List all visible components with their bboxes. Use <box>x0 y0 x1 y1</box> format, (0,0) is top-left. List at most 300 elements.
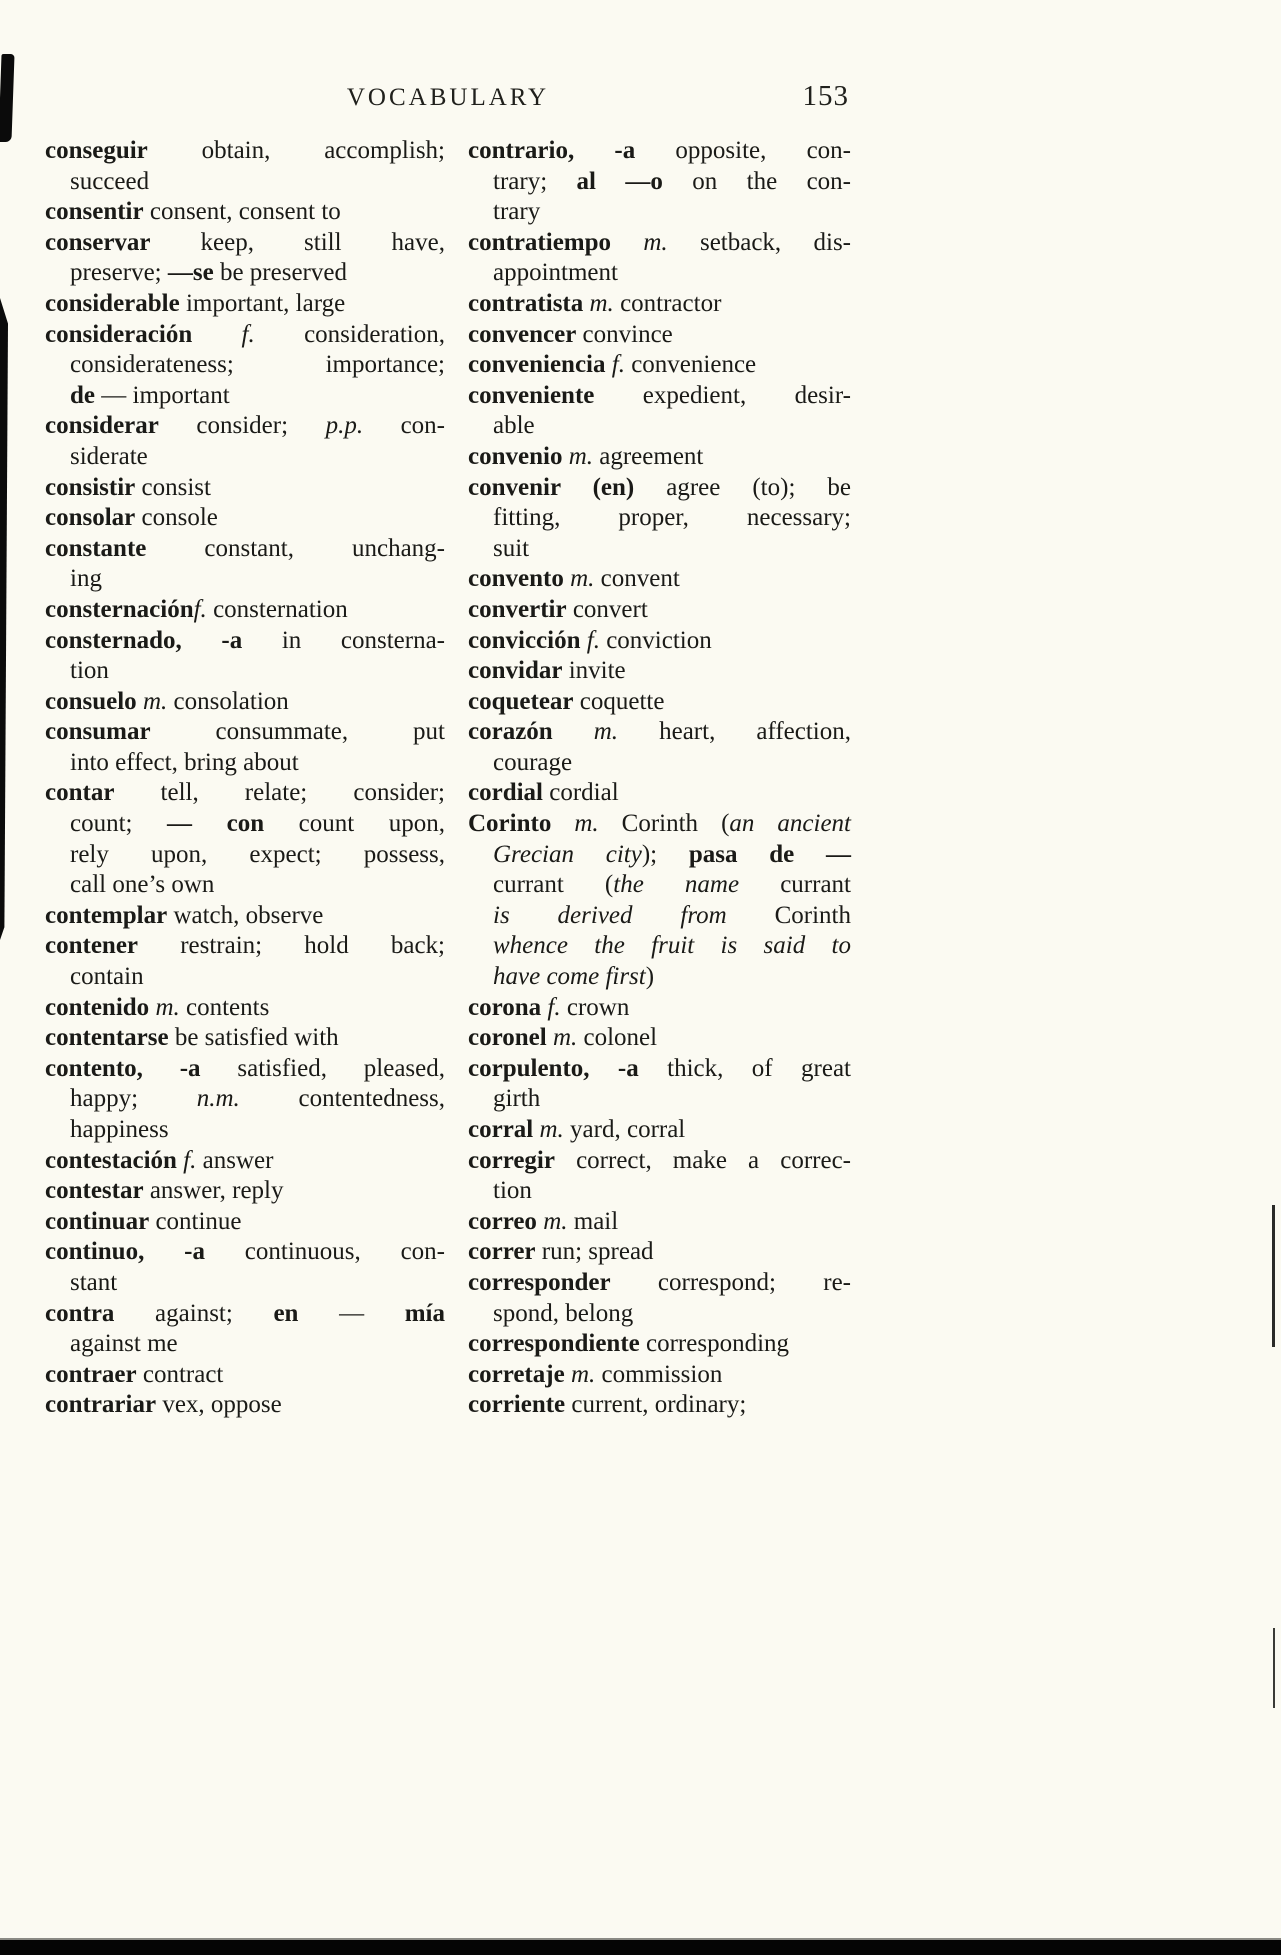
dictionary-entry <box>45 1237 445 1298</box>
definition-text: heart, affection, <box>618 718 851 746</box>
page-header <box>45 78 851 136</box>
entry-line <box>468 778 851 809</box>
dictionary-entry <box>45 687 445 718</box>
dictionary-entry <box>468 228 851 289</box>
definition-text: in consterna- <box>242 626 445 654</box>
definition-text: tell, relate; consider; <box>114 779 445 807</box>
definition-text: count; <box>70 810 168 838</box>
entry-line <box>468 1115 851 1146</box>
definition-text: — important <box>95 381 230 409</box>
dictionary-entry <box>45 595 445 626</box>
definition-text: expedient, desir- <box>594 381 851 409</box>
entry-line <box>468 473 851 504</box>
headword: corona <box>468 993 542 1021</box>
definition-text: currant ( <box>493 871 614 899</box>
definition-text: count upon, <box>264 810 446 838</box>
headword: convenio <box>468 442 563 470</box>
dictionary-entry <box>468 1023 851 1054</box>
dictionary-entry <box>468 1054 851 1115</box>
grammar-label: n.m. <box>196 1085 240 1113</box>
headword: contrariar <box>45 1391 157 1419</box>
headword: contento, -a <box>45 1054 201 1082</box>
dictionary-entry <box>468 595 851 626</box>
dictionary-entry <box>45 1390 445 1421</box>
headword: conservar <box>45 228 151 256</box>
dictionary-entry <box>468 289 851 320</box>
entry-line <box>468 1360 851 1391</box>
entry-line <box>468 626 851 657</box>
definition-text: mail <box>567 1207 619 1235</box>
entry-line <box>45 687 445 718</box>
entry-line <box>45 1268 445 1299</box>
entry-line <box>468 564 851 595</box>
entry-line <box>45 656 445 687</box>
entry-line <box>45 136 445 167</box>
headword: contenido <box>45 993 150 1021</box>
entry-line <box>468 993 851 1024</box>
definition-text: tion <box>493 1177 532 1205</box>
definition-text: constant, unchang- <box>146 534 445 562</box>
dictionary-entry <box>468 564 851 595</box>
definition-text: contractor <box>613 289 722 317</box>
definition-text: spond, belong <box>493 1299 634 1327</box>
headword: consternado, -a <box>45 626 243 654</box>
entry-line <box>45 503 445 534</box>
definition-text: contents <box>179 993 270 1021</box>
definition-text: answer, reply <box>143 1177 284 1205</box>
headword: consistir <box>45 473 136 501</box>
entry-line <box>468 717 851 748</box>
definition-text: satisfied, pleased, <box>200 1054 445 1082</box>
entry-line <box>45 289 445 320</box>
definition-text: siderate <box>70 442 148 470</box>
entry-line <box>468 870 851 901</box>
definition-text: console <box>135 504 218 532</box>
scan-artifact-top-left-mark <box>0 54 15 142</box>
dictionary-entry <box>45 197 445 228</box>
entry-line <box>468 1329 851 1360</box>
headword: conveniencia <box>468 351 606 379</box>
definition-text: continuous, con- <box>204 1238 446 1266</box>
definition-text: convert <box>566 595 648 623</box>
dictionary-entry <box>45 503 445 534</box>
entry-line <box>45 840 445 871</box>
entry-line <box>468 167 851 198</box>
entry-line <box>45 1360 445 1391</box>
entry-line <box>468 687 851 718</box>
headword: convicción <box>468 626 581 654</box>
headword: en <box>273 1299 299 1327</box>
dictionary-entry <box>45 534 445 595</box>
definition-text: ); <box>641 840 689 868</box>
definition-text <box>553 718 594 745</box>
scan-artifact-bottom-bar <box>0 1940 1281 1955</box>
definition-text <box>611 229 643 256</box>
grammar-label: the name <box>613 871 740 899</box>
entry-line <box>45 350 445 381</box>
definition-text: answer <box>196 1146 274 1174</box>
dictionary-entry <box>468 993 851 1024</box>
definition-text: able <box>493 412 535 440</box>
grammar-label: an ancient <box>729 810 852 838</box>
dictionary-entry <box>45 901 445 932</box>
entry-line <box>468 503 851 534</box>
grammar-label: m. <box>552 1024 578 1052</box>
entry-line <box>468 197 851 228</box>
definition-text: continue <box>149 1207 242 1235</box>
definition-text: consternation <box>206 595 348 623</box>
dictionary-entry <box>468 473 851 565</box>
headword: de <box>70 381 95 409</box>
entry-line <box>45 1299 445 1330</box>
headword: considerar <box>45 412 159 440</box>
definition-text: consent, consent to <box>143 198 341 226</box>
headword: contraer <box>45 1360 137 1388</box>
entry-line <box>468 1268 851 1299</box>
entry-line <box>45 870 445 901</box>
dictionary-entry <box>45 778 445 900</box>
grammar-label: Grecian city <box>493 840 642 868</box>
entry-line <box>45 993 445 1024</box>
dictionary-entry <box>468 350 851 381</box>
definition-text: agree (to); be <box>634 473 851 501</box>
entry-line <box>468 656 851 687</box>
entry-line <box>468 258 851 289</box>
entry-line <box>468 1023 851 1054</box>
entry-line <box>45 1054 445 1085</box>
definition-text: cordial <box>543 779 619 807</box>
definition-text: trary <box>493 198 541 226</box>
headword: convenir (en) <box>468 473 635 501</box>
headword: continuo, -a <box>45 1238 205 1266</box>
headword: contestar <box>45 1177 144 1205</box>
definition-text <box>551 810 574 837</box>
grammar-label: whence the fruit is said to <box>493 932 851 960</box>
grammar-label: f. <box>611 351 625 379</box>
headword: corriente <box>468 1391 566 1419</box>
definition-text: corresponding <box>639 1330 790 1358</box>
headword: corpulento, -a <box>468 1054 639 1082</box>
entry-line <box>45 1237 445 1268</box>
dictionary-entry <box>468 1115 851 1146</box>
dictionary-entry <box>468 717 851 778</box>
text-block <box>45 78 851 1421</box>
definition-text: opposite, con- <box>635 137 851 164</box>
headword: consideración <box>45 320 193 348</box>
entry-line <box>468 901 851 932</box>
definition-text: vex, oppose <box>156 1391 282 1419</box>
entry-line <box>468 840 851 871</box>
definition-text: convent <box>594 565 680 593</box>
dictionary-entry <box>468 778 851 809</box>
entry-line <box>45 473 445 504</box>
headword: contener <box>45 932 139 960</box>
headword: contestación <box>45 1146 177 1174</box>
two-column-text <box>45 136 851 1421</box>
definition-text: invite <box>562 657 626 685</box>
scan-artifact-left-edge-mark <box>0 298 8 940</box>
definition-text: watch, observe <box>167 901 324 929</box>
entry-line <box>45 962 445 993</box>
dictionary-entry <box>468 1390 851 1421</box>
entry-line <box>45 411 445 442</box>
definition-text: important, large <box>179 289 346 317</box>
definition-text: consummate, put <box>150 718 445 746</box>
grammar-label: m. <box>593 718 619 746</box>
grammar-label: f. <box>241 320 255 348</box>
entry-line <box>468 1084 851 1115</box>
definition-text: contentedness, <box>239 1085 445 1113</box>
headword: consentir <box>45 198 144 226</box>
entry-line <box>45 1146 445 1177</box>
entry-line <box>45 1390 445 1421</box>
grammar-label: m. <box>570 565 595 593</box>
definition-text: run; spread <box>535 1238 654 1266</box>
entry-line <box>45 1176 445 1207</box>
headword: consumar <box>45 718 151 746</box>
definition-text: agreement <box>593 442 704 470</box>
headword: al —o <box>576 167 663 195</box>
definition-text: convenience <box>624 351 757 379</box>
dictionary-entry <box>468 136 851 228</box>
definition-text: colonel <box>577 1024 658 1052</box>
entry-line <box>45 1115 445 1146</box>
definition-text: commission <box>595 1360 723 1388</box>
definition-text: ing <box>70 565 102 593</box>
entry-line <box>468 442 851 473</box>
definition-text: stant <box>70 1268 118 1296</box>
definition-text: Corinth ( <box>598 810 730 838</box>
headword: —se <box>167 259 214 287</box>
definition-text: be preserved <box>213 259 347 287</box>
definition-text: against; <box>114 1299 274 1327</box>
dictionary-entry <box>468 1237 851 1268</box>
grammar-label: m. <box>574 810 599 838</box>
entry-line <box>468 411 851 442</box>
headword: contar <box>45 779 115 807</box>
entry-line <box>468 1054 851 1085</box>
entry-line <box>45 1207 445 1238</box>
column <box>468 136 851 1421</box>
definition-text: obtain, accomplish; <box>147 137 445 164</box>
entry-line <box>45 1084 445 1115</box>
grammar-label: have come first <box>493 963 646 991</box>
definition-text: con- <box>363 412 446 440</box>
entry-line <box>468 136 851 167</box>
entry-line <box>45 931 445 962</box>
definition-text: consolation <box>167 687 289 715</box>
headword: continuar <box>45 1207 150 1235</box>
definition-text: be satisfied with <box>168 1024 339 1052</box>
entry-line <box>468 1237 851 1268</box>
entry-line <box>468 1207 851 1238</box>
dictionary-entry <box>45 1299 445 1360</box>
grammar-label: m. <box>543 1207 568 1235</box>
definition-text: suit <box>493 534 530 562</box>
entry-line <box>468 381 851 412</box>
headword: consuelo <box>45 687 137 715</box>
entry-line <box>45 167 445 198</box>
entry-line <box>468 289 851 320</box>
entry-line <box>45 381 445 412</box>
definition-text: coquette <box>573 687 665 715</box>
definition-text: rely upon, expect; possess, <box>70 840 445 868</box>
entry-line <box>468 931 851 962</box>
definition-text: conviction <box>599 626 712 654</box>
definition-text: happiness <box>70 1116 169 1143</box>
definition-text: fitting, proper, necessary; <box>493 504 851 532</box>
headword: consternación <box>45 595 194 623</box>
definition-text: on the con- <box>662 167 852 195</box>
headword: contratiempo <box>468 228 612 256</box>
entry-line <box>45 778 445 809</box>
entry-line <box>45 626 445 657</box>
entry-line <box>468 809 851 840</box>
entry-line <box>45 1329 445 1360</box>
headword: coquetear <box>468 687 574 715</box>
definition-text: Corinth <box>726 901 851 929</box>
entry-line <box>45 901 445 932</box>
dictionary-entry <box>45 1360 445 1391</box>
dictionary-entry <box>45 931 445 992</box>
dictionary-entry <box>45 320 445 412</box>
dictionary-entry <box>45 1023 445 1054</box>
entry-line <box>468 1390 851 1421</box>
dictionary-entry <box>45 1146 445 1177</box>
entry-line <box>468 228 851 259</box>
definition-text: into effect, bring about <box>70 748 299 776</box>
dictionary-entry <box>468 809 851 993</box>
headword: corazón <box>468 718 553 746</box>
grammar-label: f. <box>193 595 207 623</box>
headword: constante <box>45 534 147 562</box>
definition-text: contract <box>136 1360 224 1388</box>
headword: convertir <box>468 595 567 623</box>
entry-line <box>45 1023 445 1054</box>
entry-line <box>468 1146 851 1177</box>
definition-text: against me <box>70 1330 178 1358</box>
entry-line <box>45 595 445 626</box>
headword: convento <box>468 565 564 593</box>
definition-text: call one’s own <box>70 871 215 899</box>
dictionary-entry <box>45 289 445 320</box>
definition-text: preserve; <box>70 259 168 287</box>
dictionary-entry <box>468 687 851 718</box>
entry-line <box>45 717 445 748</box>
dictionary-entry <box>468 1329 851 1360</box>
definition-text: succeed <box>70 167 150 195</box>
definition-text: considerateness; importance; <box>70 351 445 379</box>
entry-line <box>45 228 445 259</box>
entry-line <box>45 748 445 779</box>
definition-text: correct, make a correc- <box>554 1146 851 1174</box>
grammar-label: p.p. <box>325 412 364 440</box>
dictionary-entry <box>468 1207 851 1238</box>
definition-text: — <box>298 1299 405 1327</box>
definition-text: girth <box>493 1085 541 1113</box>
headword: consolar <box>45 504 136 532</box>
headword: pasa de — <box>688 840 851 868</box>
dictionary-entry <box>45 993 445 1024</box>
dictionary-entry <box>468 442 851 473</box>
grammar-label: f. <box>183 1146 197 1174</box>
scan-artifact-right-edge-line <box>1273 1628 1275 1708</box>
entry-line <box>468 534 851 565</box>
definition-text: crown <box>560 993 630 1021</box>
headword: correr <box>468 1238 536 1266</box>
headword: Corinto <box>468 810 552 838</box>
headword: corral <box>468 1116 534 1143</box>
entry-line <box>45 534 445 565</box>
headword: correspondiente <box>468 1330 640 1358</box>
dictionary-entry <box>45 626 445 687</box>
definition-text: contain <box>70 963 144 991</box>
grammar-label: m. <box>155 993 180 1021</box>
dictionary-entry <box>45 228 445 289</box>
dictionary-entry <box>468 1360 851 1391</box>
definition-text: consist <box>135 473 211 501</box>
headword: mía <box>404 1299 445 1327</box>
scan-artifact-right-edge-line <box>1272 1205 1275 1347</box>
headword: conveniente <box>468 381 595 409</box>
dictionary-entry <box>45 473 445 504</box>
grammar-label: m. <box>643 228 668 256</box>
grammar-label: m. <box>589 289 614 317</box>
definition-text: trary; <box>493 167 577 195</box>
entry-line <box>468 748 851 779</box>
headword: convencer <box>468 320 577 348</box>
page-title: VOCABULARY <box>346 84 550 111</box>
dictionary-entry <box>468 656 851 687</box>
definition-text: yard, corral <box>563 1116 686 1143</box>
definition-text: ) <box>645 963 655 991</box>
entry-line <box>45 258 445 289</box>
entry-line <box>45 809 445 840</box>
dictionary-entry <box>45 411 445 472</box>
grammar-label: is derived from <box>493 901 727 929</box>
grammar-label: m. <box>570 1360 596 1388</box>
entry-line <box>468 962 851 993</box>
dictionary-entry <box>45 1054 445 1146</box>
definition-text <box>192 321 241 348</box>
headword: contra <box>45 1299 115 1327</box>
definition-text: current, ordinary; <box>565 1391 747 1419</box>
grammar-label: f. <box>586 626 600 654</box>
grammar-label: f. <box>547 993 561 1021</box>
definition-text: appointment <box>493 259 618 287</box>
definition-text: courage <box>493 748 573 776</box>
headword: contrario, -a <box>468 137 636 164</box>
entry-line <box>468 595 851 626</box>
grammar-label: m. <box>142 687 168 715</box>
definition-text: consideration, <box>254 320 446 348</box>
entry-line <box>468 350 851 381</box>
headword: corresponder <box>468 1268 611 1296</box>
entry-line <box>468 320 851 351</box>
headword: corretaje <box>468 1360 565 1388</box>
headword: convidar <box>468 657 563 685</box>
headword: coronel <box>468 1024 547 1052</box>
headword: contemplar <box>45 901 168 929</box>
definition-text: thick, of great <box>638 1054 851 1082</box>
dictionary-entry <box>45 1176 445 1207</box>
headword: conseguir <box>45 137 148 164</box>
definition-text: currant <box>739 871 851 899</box>
headword: contratista <box>468 289 584 317</box>
entry-line <box>468 1299 851 1330</box>
definition-text: consider; <box>158 412 326 440</box>
headword: correo <box>468 1207 537 1235</box>
